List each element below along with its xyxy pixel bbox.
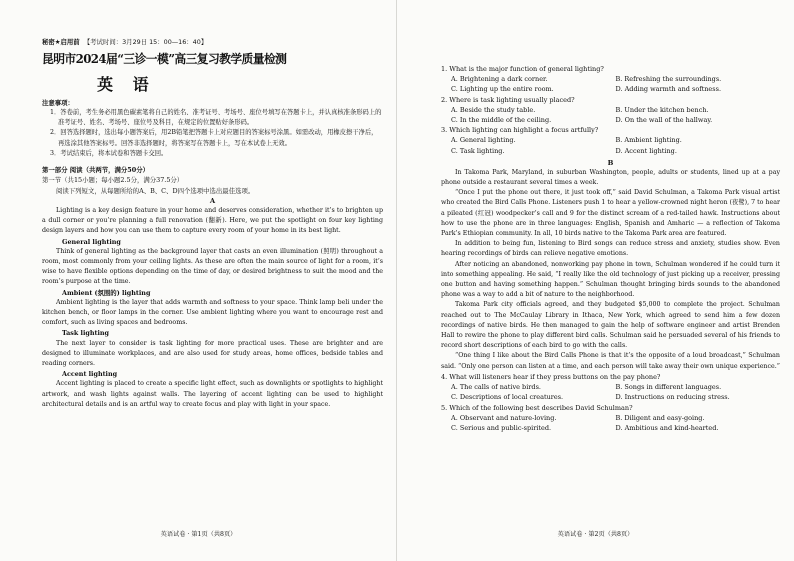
question: 4. What will listeners hear if they press buttons on the pay phone? (441, 372, 661, 381)
secret-label: 秘密★启用前 (42, 38, 80, 46)
option-row (441, 392, 780, 402)
option: A. General lighting. (451, 136, 516, 145)
option: D. Adding warmth and softness. (615, 85, 722, 94)
option: C. Descriptions of local creatures. (451, 393, 564, 402)
exam-title: 昆明市2024届“三诊一模”高三复习教学质量检测 (42, 52, 287, 66)
option: B. Ambient lighting. (615, 136, 682, 145)
option: B. Songs in different languages. (615, 383, 722, 392)
option: C. In the middle of the ceiling. (451, 116, 552, 125)
section-heading-ambient: Ambient (氛围的) lighting (62, 288, 151, 297)
option: C. Lighting up the entire room. (451, 85, 554, 94)
section-heading-accent: Accent lighting (62, 370, 118, 379)
section-text-task: The next layer to consider is task lighting for more practical uses. These are brighter and are designed to illuminate workplaces, and are also used for study areas, home offices, bedside tables and reading corners. (42, 339, 383, 367)
passage-b-paragraph: Takoma Park city officials agreed, and they budgeted $5,000 to complete the project. Schulman reached out to The McCaulay Library in Ithaca, New York, which agreed to send him a few dozen recordings of native birds. He then managed to gain the help of software engineer and artist Brenden Hall to rewire the phone to play different bird calls. Schulman said he persuaded several of his friends to record short descriptions of each bird to go with the calls. (441, 301, 780, 350)
option: C. Task lighting. (451, 146, 505, 155)
option: B. Refreshing the surroundings. (615, 75, 722, 84)
question: 5. Which of the following best describes David Schulman? (441, 403, 633, 412)
option: D. Instructions on reducing stress. (615, 393, 730, 402)
page-footer: 英语试卷 · 第1页（共8页） (160, 531, 237, 538)
option: A. Observant and nature-loving. (451, 413, 557, 422)
section-text-ambient: Ambient lighting is the layer that adds warmth and softness to your space. Think lamp beli under the kitchen bench, or floor lamps in the corner. Use ambient lighting where you want to encourage rest and comfort, such as living spaces and bedrooms. (42, 298, 383, 327)
option-row (441, 382, 780, 392)
exam-time: 【考试时间：3月29日 15：00—16：40】 (83, 38, 208, 46)
option: B. Diligent and easy-going. (615, 413, 705, 422)
option: A. Beside the study table. (451, 105, 536, 114)
passage-b-paragraph: After noticing an abandoned, nonworking pay phone in town, Schulman wondered if he could turn it into something appealing. He said, “I really like the old technology of just picking up a receiver, pressing one button and having something happen.” Schulman thought bringing birds sounds to the abandoned phone was a way to add a bit of nature to the neighborhood. (441, 260, 780, 299)
passage-b-label: B (607, 158, 614, 167)
page-footer: 英语试卷 · 第2页（共8页） (557, 531, 634, 538)
section-text-accent: Accent lighting is placed to create a specific light effect, such as downlights or spotlights to highlight artwork, and wash lights against walls. The layering of accent lighting can be used to highlight architectural details and is an artful way to create focus and play with light in your space. (42, 380, 383, 408)
notice-heading: 注意事项： (42, 99, 74, 107)
passage-a-label: A (209, 196, 216, 205)
option-row (441, 413, 780, 423)
notice-item: 1．答卷前，考生务必用黑色碳素笔将自己的姓名、准考证号、考场号、座位号填写在答题卡上，并认真核准条形码上的准考证号、姓名、考场号、座位号及科目，在规定的位置贴好条形码。 (50, 109, 382, 127)
option: D. On the wall of the hallway. (615, 116, 713, 125)
option-row (441, 135, 780, 145)
option: D. Ambitious and kind-hearted. (615, 423, 719, 432)
option-row (441, 105, 780, 115)
option-row (441, 74, 780, 84)
section-instruction: 阅读下列短文，从每题所给的A、B、C、D四个选项中选出最佳选项。 (56, 186, 255, 195)
section-text-general: Think of general lighting as the background layer that casts an even illumination (照明) throughout a room, most commonly from your ceiling lights. As these are often the main source of light for a room, it’s wise to have flexible options depending on the time of day, or desired brightness to suit the mood and the room’s purpose at the time. (42, 247, 383, 286)
option: D. Accent lighting. (615, 146, 677, 155)
section-heading: 第一节（共15小题；每小题2.5分，满分37.5分） (42, 176, 184, 185)
option-row (441, 146, 780, 156)
section-heading-general: General lighting (62, 237, 121, 246)
passage-b-paragraph: “One thing I like about the Bird Calls Phone is that it’s the opposite of a loud broadcast,” Schulman said. “Only one person can listen at a time, and each person will take away their own unique experience.” (441, 352, 780, 370)
passage-b-paragraph: In Takoma Park, Maryland, in suburban Washington, people, adults or students, lined up at a pay phone outside a restaurant several times a week. (441, 168, 780, 187)
notice-item: 3．考试结束后，将本试卷和答题卡交回。 (50, 149, 168, 157)
section-heading-task: Task lighting (62, 329, 109, 338)
option-row (441, 423, 780, 433)
option: A. Brightening a dark corner. (451, 75, 548, 84)
question: 1. What is the major function of general lighting? (441, 65, 604, 73)
notice-item: 2．回答选择题时，选出每小题答案后，用2B铅笔把答题卡上对应题目的答案标号涂黑。如需改动，用橡皮擦干净后，再选涂其他答案标号。回答非选择题时，将答案写在答题卡上，写在本试卷上无效。 (50, 129, 378, 147)
option: A. The calls of native birds. (451, 383, 541, 392)
right-page (397, 0, 794, 561)
subject-title: 英 语 (97, 75, 156, 94)
exam-header-line (42, 38, 383, 47)
option-row (441, 84, 780, 94)
passage-a-intro: Lighting is a key design feature in your home and deserves consideration, whether it’s to brighten up a dull corner or you’re planning a full renovation (翻新). Here, we put the spotlight on four key lighting design layers and how you can use them to capture every room of your home in its best light. (42, 206, 383, 235)
question: 3. Which lighting can highlight a focus artfully? (441, 126, 599, 135)
question: 2. Where is task lighting usually placed? (441, 95, 575, 104)
part-heading: 第一部分 阅读（共两节，满分50分） (42, 166, 149, 175)
passage-b-paragraph: “Once I put the phone out there, it just took off,” said David Schulman, a Takoma Park visual artist who created the Bird Calls Phone. Listeners push 1 to hear a yellow-crowned night heron (夜鹭), 7 to hear a pileated (红冠) woodpecker’s call and 9 for the distinct scream of a red-tailed hawk. Instructions about how to use the phone are in three languages: English, Spanish and Amharic — a reflection of Takoma Park’s Ethiopian community. In all, 10 birds native to the Takoma Park area are featured. (441, 189, 780, 238)
passage-b-paragraph: In addition to being fun, listening to Bird songs can reduce stress and anxiety, studies show. Even hearing recordings of birds can relieve negative emotions. (441, 240, 780, 258)
option: B. Under the kitchen bench. (615, 105, 709, 114)
option: C. Serious and public-spirited. (451, 423, 552, 432)
option-row (441, 115, 780, 125)
